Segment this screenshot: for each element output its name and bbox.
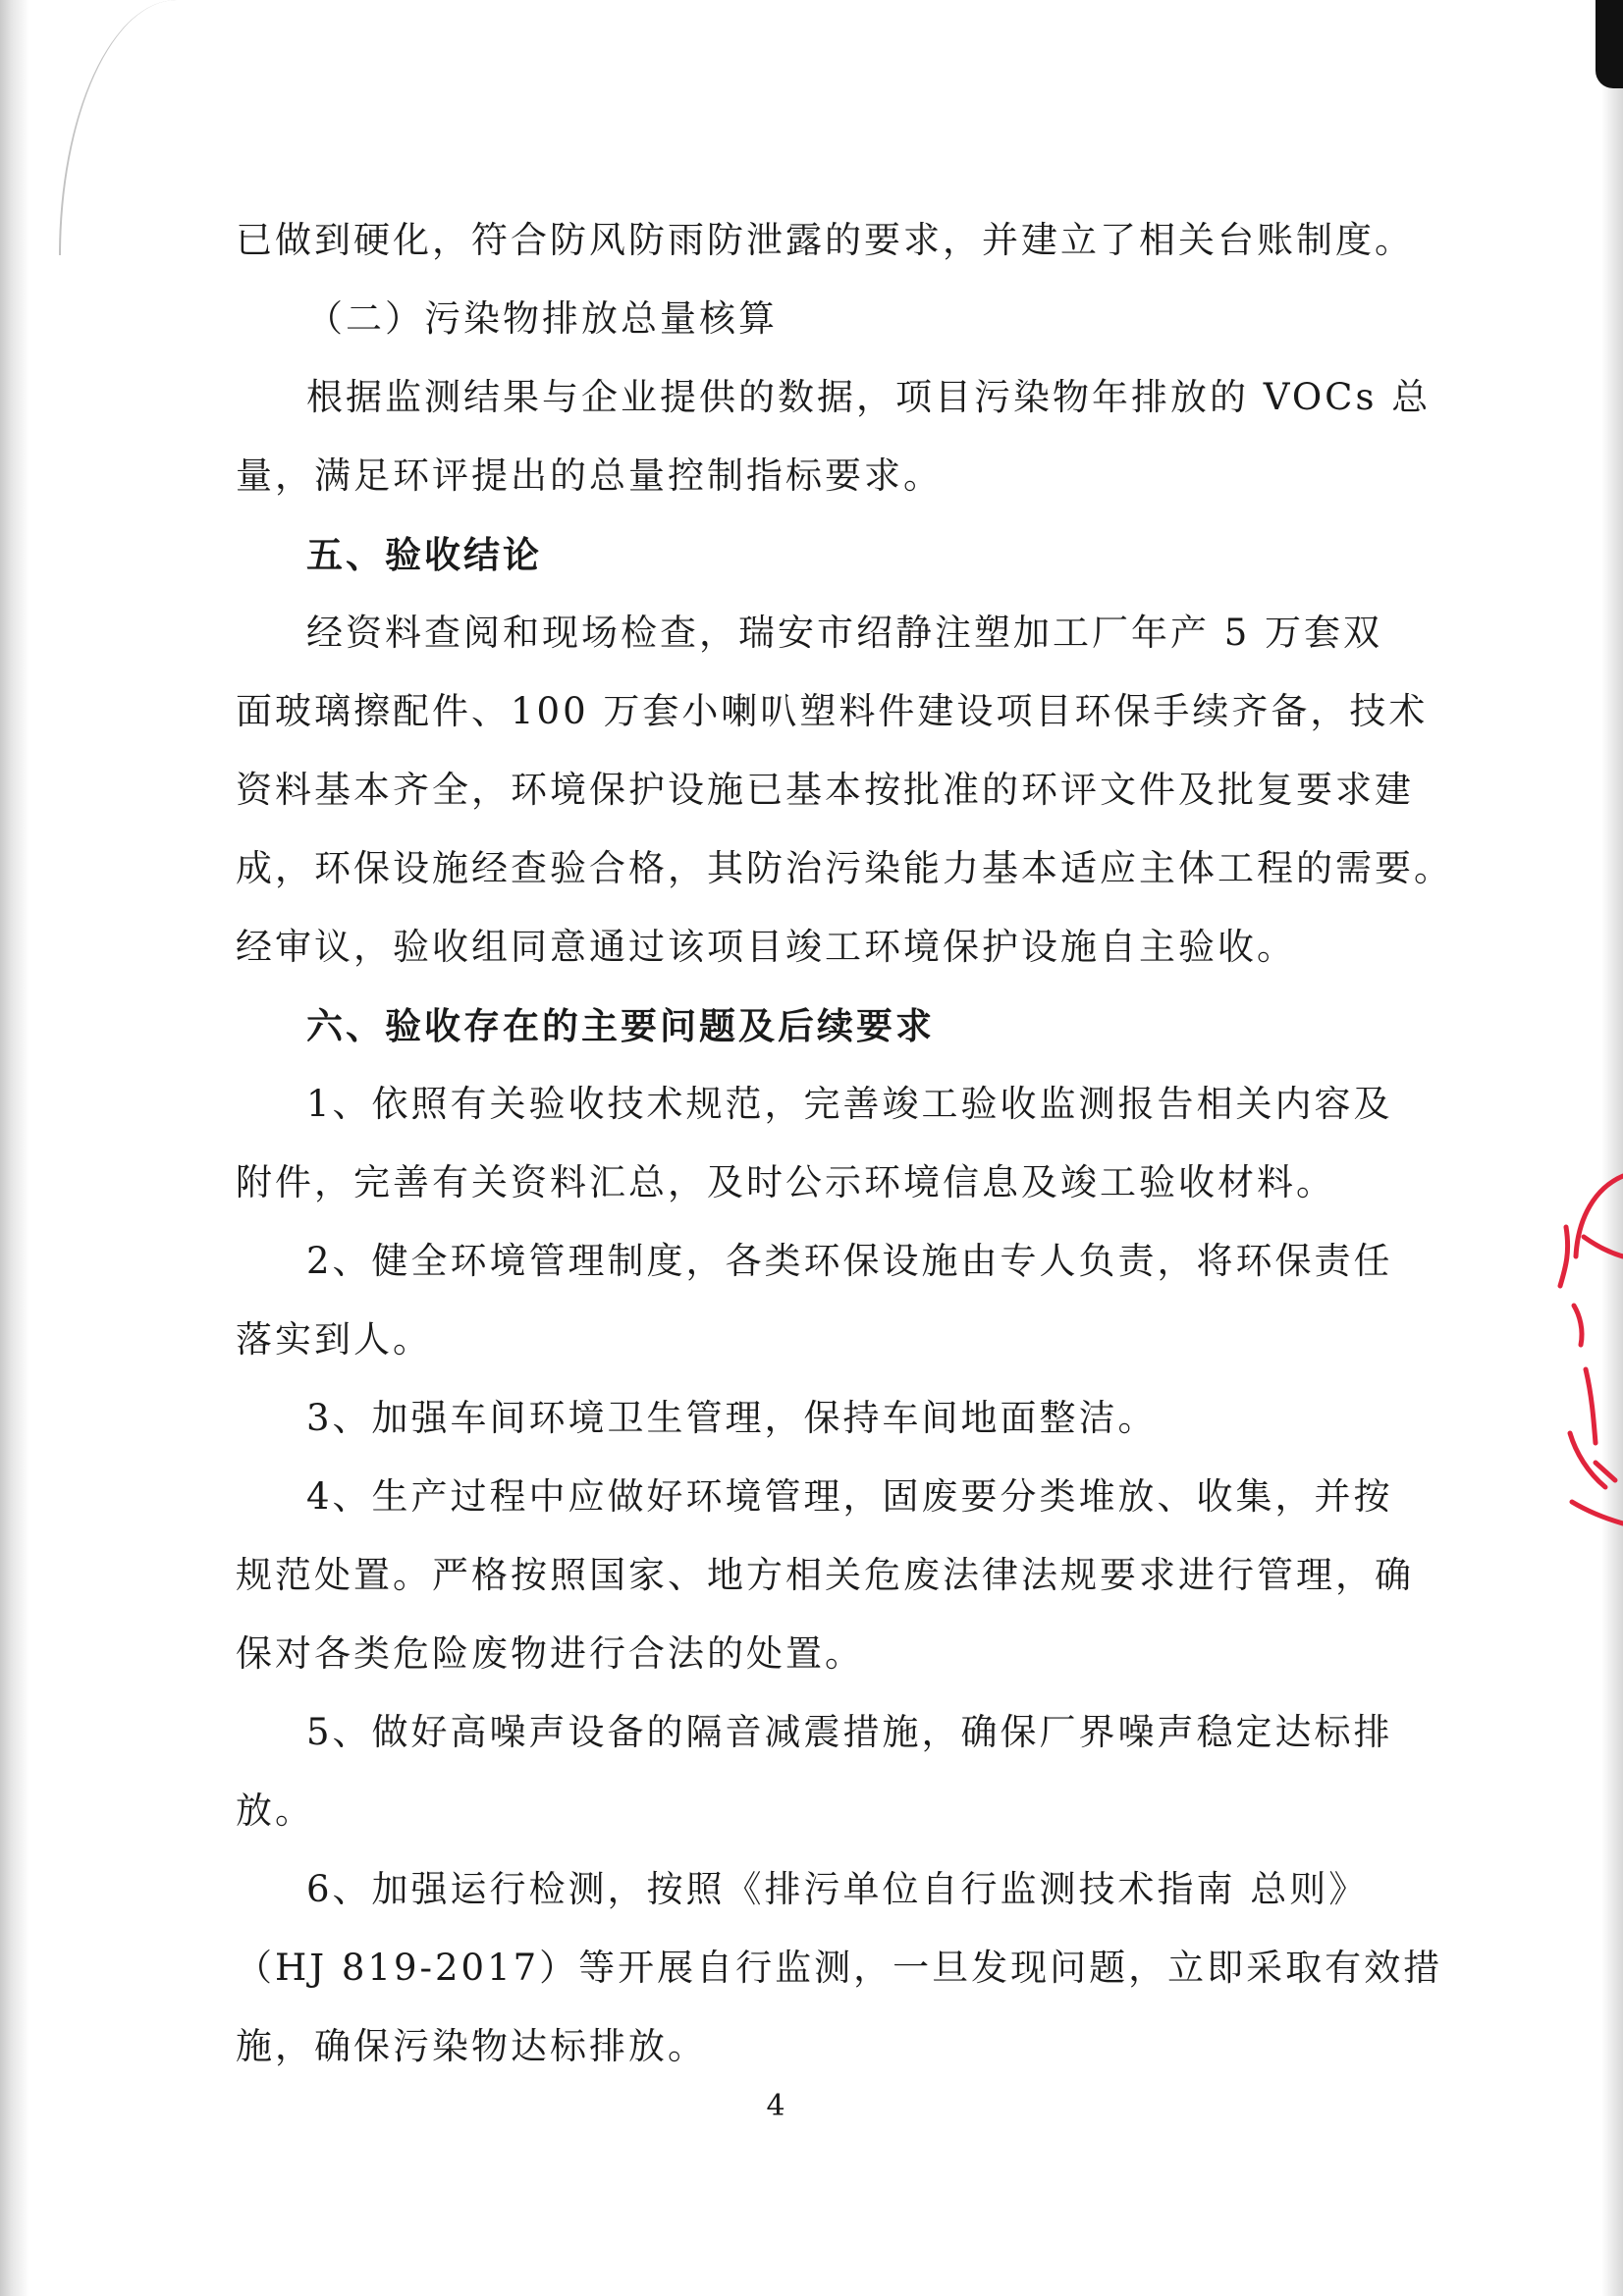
text-line: 3、加强车间环境卫生管理，保持车间地面整洁。 bbox=[306, 1397, 1158, 1439]
section-heading-conclusion: 五、验收结论 bbox=[306, 533, 542, 576]
text-line: 2、健全环境管理制度，各类环保设施由专人负责，将环保责任 bbox=[306, 1240, 1393, 1282]
section-heading-issues: 六、验收存在的主要问题及后续要求 bbox=[306, 1004, 935, 1047]
text-line: 放。 bbox=[236, 1789, 314, 1832]
text-line: 5、做好高噪声设备的隔音减震措施，确保厂界噪声稳定达标排 bbox=[306, 1711, 1393, 1753]
text-line: 资料基本齐全，环境保护设施已基本按批准的环评文件及批复要求建 bbox=[236, 769, 1414, 811]
text-line: 6、加强运行检测，按照《排污单位自行监测技术指南 总则》 bbox=[306, 1868, 1369, 1910]
text-line: 根据监测结果与企业提供的数据，项目污染物年排放的 VOCs 总 bbox=[306, 376, 1432, 418]
text-line: 已做到硬化，符合防风防雨防泄露的要求，并建立了相关台账制度。 bbox=[236, 219, 1414, 261]
text-line: 保对各类危险废物进行合法的处置。 bbox=[236, 1632, 864, 1675]
text-line: 面玻璃擦配件、100 万套小喇叭塑料件建设项目环保手续齐备，技术 bbox=[236, 690, 1429, 732]
scan-page-curve bbox=[59, 0, 179, 255]
text-line: 施，确保污染物达标排放。 bbox=[236, 2025, 707, 2067]
red-seal-stamp bbox=[1527, 1168, 1623, 1531]
text-line: 4、生产过程中应做好环境管理，固废要分类堆放、收集，并按 bbox=[306, 1475, 1393, 1518]
subsection-heading: （二）污染物排放总量核算 bbox=[306, 297, 778, 340]
text-line: （HJ 819-2017）等开展自行监测，一旦发现问题，立即采取有效措 bbox=[236, 1947, 1443, 1989]
text-line: 附件，完善有关资料汇总，及时公示环境信息及竣工验收材料。 bbox=[236, 1161, 1335, 1203]
text-line: 成，环保设施经查验合格，其防治污染能力基本适应主体工程的需要。 bbox=[236, 847, 1453, 889]
document-body bbox=[236, 201, 1453, 2086]
page-number: 4 bbox=[766, 2089, 785, 2123]
scan-corner-shadow bbox=[1596, 0, 1623, 88]
text-line: 经审议，验收组同意通过该项目竣工环境保护设施自主验收。 bbox=[236, 926, 1296, 968]
text-line: 经资料查阅和现场检查，瑞安市绍静注塑加工厂年产 5 万套双 bbox=[306, 612, 1383, 654]
scan-left-edge bbox=[0, 0, 29, 2296]
text-line: 量，满足环评提出的总量控制指标要求。 bbox=[236, 454, 943, 497]
text-line: 落实到人。 bbox=[236, 1318, 432, 1361]
text-line: 1、依照有关验收技术规范，完善竣工验收监测报告相关内容及 bbox=[306, 1083, 1393, 1125]
scan-right-edge bbox=[1601, 0, 1623, 2296]
text-line: 规范处置。严格按照国家、地方相关危废法律法规要求进行管理，确 bbox=[236, 1554, 1414, 1596]
